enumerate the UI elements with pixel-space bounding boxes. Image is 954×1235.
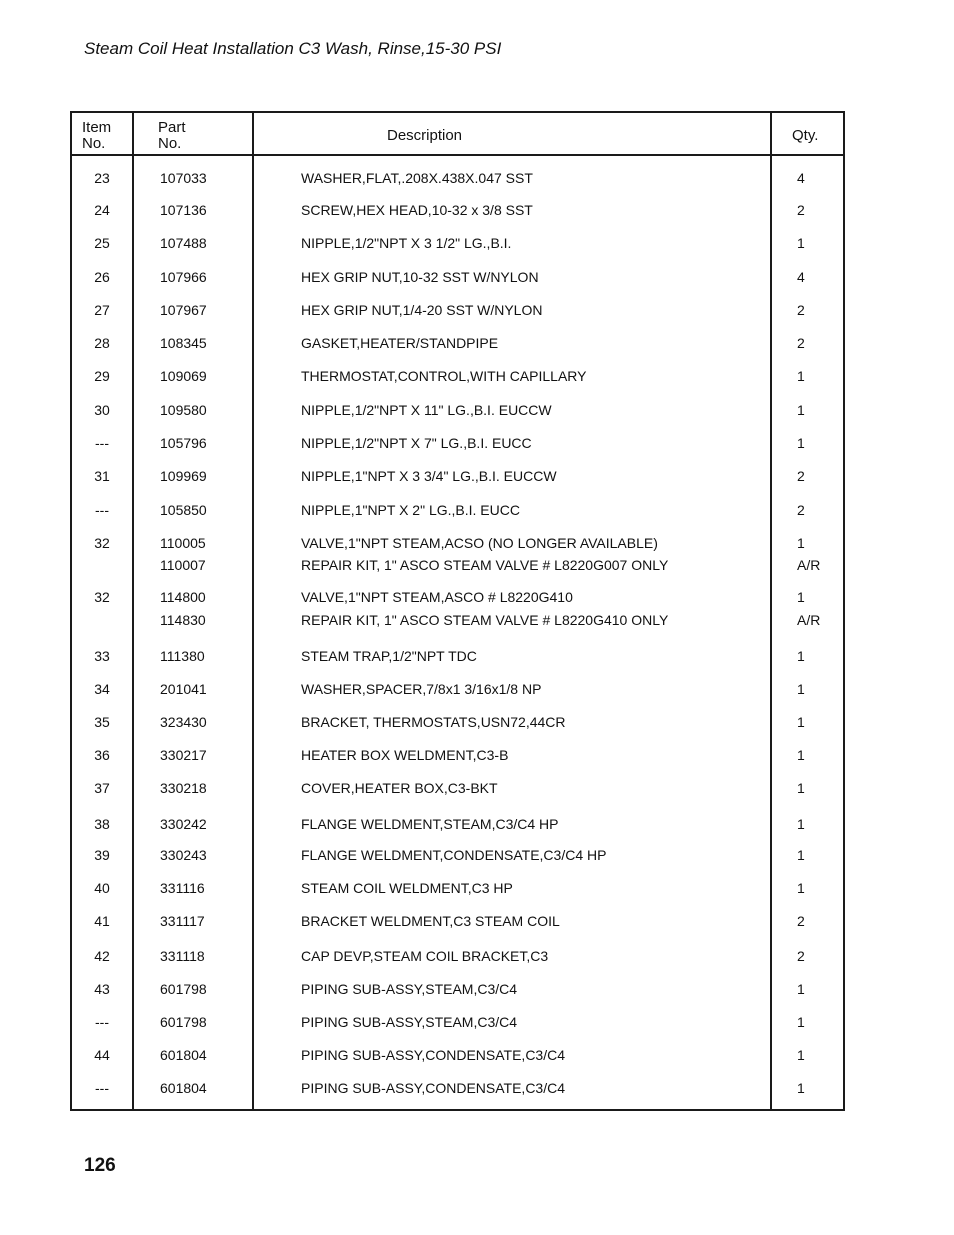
page-title: Steam Coil Heat Installation C3 Wash, Rinse,15-30 PSI (84, 39, 502, 58)
cell-part-no: 330217 (160, 747, 207, 763)
cell-part-no: 108345 (160, 335, 207, 351)
table-row (72, 468, 843, 484)
header-part-no (158, 120, 186, 152)
cell-item-no: 23 (94, 170, 110, 186)
cell-description: NIPPLE,1/2"NPT X 3 1/2" LG.,B.I. (301, 235, 512, 251)
cell-description: STEAM COIL WELDMENT,C3 HP (301, 880, 513, 896)
cell-qty: 1 (797, 435, 805, 451)
table-row (72, 535, 843, 551)
cell-part-no: 601798 (160, 1014, 207, 1030)
table-row (72, 557, 843, 573)
table-row (72, 435, 843, 451)
cell-description: BRACKET, THERMOSTATS,USN72,44CR (301, 714, 566, 730)
cell-qty: 1 (797, 535, 805, 551)
cell-qty: 4 (797, 170, 805, 186)
cell-qty: 1 (797, 747, 805, 763)
parts-table (70, 111, 845, 1111)
cell-item-no: 42 (94, 948, 110, 964)
cell-description: VALVE,1"NPT STEAM,ASCO # L8220G410 (301, 589, 573, 605)
header-part-line1: Part (158, 119, 186, 136)
cell-qty: 1 (797, 880, 805, 896)
table-row (72, 335, 843, 351)
cell-description: FLANGE WELDMENT,CONDENSATE,C3/C4 HP (301, 847, 607, 863)
cell-part-no: 109069 (160, 368, 207, 384)
table-row (72, 747, 843, 763)
table-row (72, 880, 843, 896)
cell-item-no: 26 (94, 269, 110, 285)
cell-qty: 2 (797, 335, 805, 351)
table-row (72, 681, 843, 697)
cell-qty: 1 (797, 402, 805, 418)
table-row (72, 847, 843, 863)
cell-part-no: 331118 (160, 948, 205, 964)
table-row (72, 648, 843, 664)
cell-part-no: 107033 (160, 170, 207, 186)
cell-part-no: 330243 (160, 847, 207, 863)
cell-description: NIPPLE,1/2"NPT X 7" LG.,B.I. EUCC (301, 435, 532, 451)
cell-part-no: 107136 (160, 202, 207, 218)
cell-qty: 2 (797, 913, 805, 929)
table-row (72, 235, 843, 251)
cell-part-no: 111380 (160, 648, 205, 664)
cell-qty: A/R (797, 612, 821, 628)
cell-qty: 2 (797, 302, 805, 318)
header-item-line1: Item (82, 119, 112, 136)
cell-item-no: 35 (94, 714, 110, 730)
cell-qty: 4 (797, 269, 805, 285)
cell-description: SCREW,HEX HEAD,10-32 x 3/8 SST (301, 202, 533, 218)
cell-part-no: 107967 (160, 302, 207, 318)
cell-part-no: 105796 (160, 435, 207, 451)
cell-qty: 1 (797, 1047, 805, 1063)
cell-description: COVER,HEATER BOX,C3-BKT (301, 780, 498, 796)
table-row (72, 913, 843, 929)
table-row (72, 780, 843, 796)
cell-description: WASHER,SPACER,7/8x1 3/16x1/8 NP (301, 681, 542, 697)
cell-part-no: 330218 (160, 780, 207, 796)
cell-description: PIPING SUB-ASSY,CONDENSATE,C3/C4 (301, 1047, 565, 1063)
cell-qty: 1 (797, 1014, 805, 1030)
cell-qty: 1 (797, 816, 805, 832)
cell-item-no: --- (95, 435, 109, 451)
header-part-line2: No. (158, 135, 182, 152)
cell-item-no: 38 (94, 816, 110, 832)
cell-qty: 1 (797, 714, 805, 730)
cell-item-no: 44 (94, 1047, 110, 1063)
cell-part-no: 109969 (160, 468, 207, 484)
cell-part-no: 601798 (160, 981, 207, 997)
cell-qty: 2 (797, 948, 805, 964)
cell-part-no: 107488 (160, 235, 207, 251)
cell-item-no: 32 (94, 535, 110, 551)
cell-part-no: 107966 (160, 269, 207, 285)
table-row (72, 202, 843, 218)
cell-description: GASKET,HEATER/STANDPIPE (301, 335, 499, 351)
table-row (72, 816, 843, 832)
cell-item-no: --- (95, 1014, 109, 1030)
cell-qty: 2 (797, 468, 805, 484)
cell-description: HEX GRIP NUT,10-32 SST W/NYLON (301, 269, 539, 285)
cell-part-no: 114800 (160, 589, 206, 605)
header-item-no (82, 120, 111, 152)
cell-part-no: 110007 (160, 557, 206, 573)
cell-part-no: 201041 (160, 681, 207, 697)
table-row (72, 402, 843, 418)
cell-item-no: 41 (94, 913, 110, 929)
table-row (72, 170, 843, 186)
cell-description: HEATER BOX WELDMENT,C3-B (301, 747, 509, 763)
cell-description: NIPPLE,1/2"NPT X 11" LG.,B.I. EUCCW (301, 402, 552, 418)
cell-part-no: 110005 (160, 535, 206, 551)
cell-item-no: 34 (94, 681, 110, 697)
cell-item-no: 28 (94, 335, 110, 351)
cell-item-no: 27 (94, 302, 110, 318)
cell-qty: 1 (797, 780, 805, 796)
cell-description: PIPING SUB-ASSY,STEAM,C3/C4 (301, 981, 518, 997)
cell-item-no: 31 (94, 468, 110, 484)
cell-qty: 1 (797, 235, 805, 251)
table-row (72, 948, 843, 964)
cell-part-no: 109580 (160, 402, 207, 418)
cell-item-no: 39 (94, 847, 110, 863)
cell-description: CAP DEVP,STEAM COIL BRACKET,C3 (301, 948, 549, 964)
cell-description: FLANGE WELDMENT,STEAM,C3/C4 HP (301, 816, 559, 832)
table-row (72, 502, 843, 518)
cell-item-no: 43 (94, 981, 110, 997)
table-row (72, 589, 843, 605)
cell-item-no: --- (95, 1080, 109, 1096)
cell-part-no: 105850 (160, 502, 207, 518)
cell-description: REPAIR KIT, 1" ASCO STEAM VALVE # L8220G410 ONLY (301, 612, 669, 628)
cell-qty: 1 (797, 681, 805, 697)
cell-description: PIPING SUB-ASSY,CONDENSATE,C3/C4 (301, 1080, 565, 1096)
cell-item-no: 30 (94, 402, 110, 418)
cell-qty: A/R (797, 557, 821, 573)
cell-part-no: 331117 (160, 913, 205, 929)
cell-item-no: 36 (94, 747, 110, 763)
table-row (72, 981, 843, 997)
cell-item-no: 33 (94, 648, 110, 664)
table-row (72, 1047, 843, 1063)
cell-item-no: --- (95, 502, 109, 518)
cell-qty: 1 (797, 368, 805, 384)
cell-description: VALVE,1"NPT STEAM,ACSO (NO LONGER AVAILABLE) (301, 535, 658, 551)
table-row (72, 269, 843, 285)
cell-item-no: 24 (94, 202, 110, 218)
cell-qty: 2 (797, 202, 805, 218)
cell-part-no: 114830 (160, 612, 206, 628)
cell-item-no: 29 (94, 368, 110, 384)
cell-item-no: 32 (94, 589, 110, 605)
header-qty: Qty. (792, 127, 819, 144)
table-row (72, 302, 843, 318)
header-item-line2: No. (82, 135, 106, 152)
cell-qty: 1 (797, 648, 805, 664)
table-row (72, 612, 843, 628)
page-number: 126 (84, 1155, 116, 1176)
cell-qty: 1 (797, 981, 805, 997)
cell-qty: 2 (797, 502, 805, 518)
cell-description: REPAIR KIT, 1" ASCO STEAM VALVE # L8220G007 ONLY (301, 557, 669, 573)
cell-description: STEAM TRAP,1/2"NPT TDC (301, 648, 477, 664)
table-row (72, 1014, 843, 1030)
table-row (72, 714, 843, 730)
cell-qty: 1 (797, 847, 805, 863)
cell-description: PIPING SUB-ASSY,STEAM,C3/C4 (301, 1014, 518, 1030)
header-description: Description (387, 127, 463, 144)
cell-qty: 1 (797, 589, 805, 605)
cell-item-no: 37 (94, 780, 110, 796)
cell-part-no: 601804 (160, 1047, 207, 1063)
cell-part-no: 330242 (160, 816, 207, 832)
cell-item-no: 25 (94, 235, 110, 251)
table-row (72, 1080, 843, 1096)
cell-description: BRACKET WELDMENT,C3 STEAM COIL (301, 913, 560, 929)
cell-description: NIPPLE,1"NPT X 3 3/4" LG.,B.I. EUCCW (301, 468, 557, 484)
cell-part-no: 331116 (160, 880, 205, 896)
cell-description: WASHER,FLAT,.208X.438X.047 SST (301, 170, 533, 186)
cell-part-no: 323430 (160, 714, 207, 730)
cell-part-no: 601804 (160, 1080, 207, 1096)
cell-qty: 1 (797, 1080, 805, 1096)
cell-description: NIPPLE,1"NPT X 2" LG.,B.I. EUCC (301, 502, 520, 518)
header-divider (72, 154, 843, 156)
cell-description: THERMOSTAT,CONTROL,WITH CAPILLARY (301, 368, 587, 384)
cell-item-no: 40 (94, 880, 110, 896)
table-row (72, 368, 843, 384)
cell-description: HEX GRIP NUT,1/4-20 SST W/NYLON (301, 302, 543, 318)
